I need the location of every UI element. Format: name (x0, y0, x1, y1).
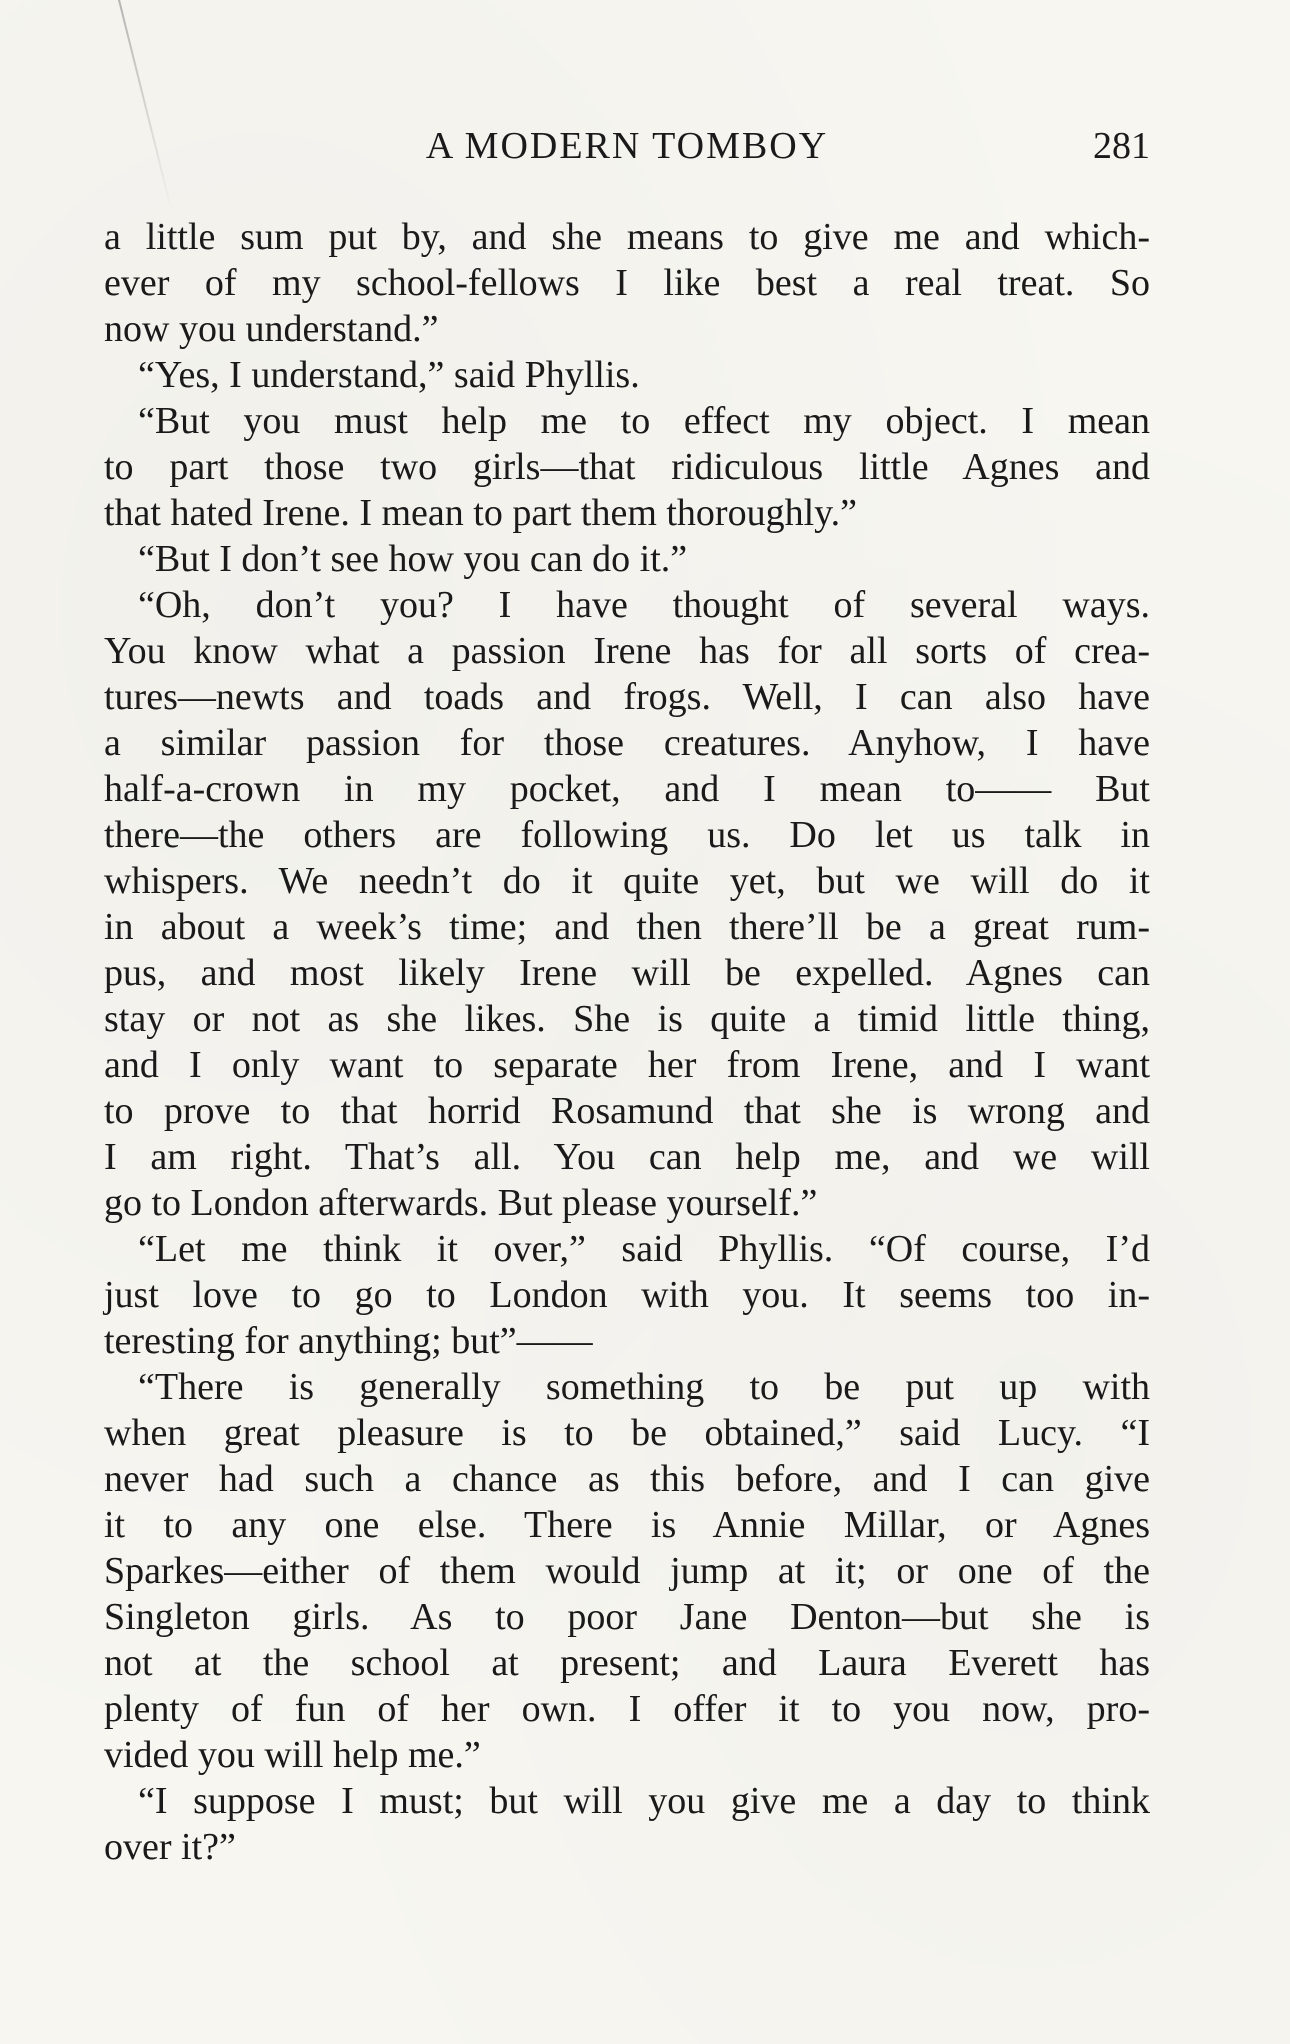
text-line: there—the others are following us. Do let us talk in (104, 814, 1150, 856)
text-line: Singleton girls. As to poor Jane Denton—but she is (104, 1596, 1150, 1638)
text-line: vided you will help me.” (104, 1734, 481, 1776)
text-line: a similar passion for those creatures. Anyhow, I have (104, 722, 1150, 764)
text-line: over it?” (104, 1826, 236, 1868)
running-title: A MODERN TOMBOY (425, 125, 829, 167)
text-line: “But I don’t see how you can do it.” (138, 538, 688, 580)
text-line: ever of my school-fellows I like best a real treat. So (104, 262, 1150, 304)
text-line: go to London afterwards. But please yourself.” (104, 1182, 818, 1224)
text-line: a little sum put by, and she means to give me and which- (104, 216, 1150, 258)
text-line: when great pleasure is to be obtained,” said Lucy. “I (104, 1412, 1150, 1454)
text-line: “There is generally something to be put up with (138, 1366, 1150, 1408)
text-line: just love to go to London with you. It seems too in- (104, 1274, 1150, 1316)
text-line: You know what a passion Irene has for all sorts of crea- (104, 630, 1150, 672)
text-line: plenty of fun of her own. I offer it to you now, pro- (104, 1688, 1150, 1730)
text-line: “I suppose I must; but will you give me a day to think (138, 1780, 1150, 1822)
text-line: it to any one else. There is Annie Millar, or Agnes (104, 1504, 1150, 1546)
text-line: “Yes, I understand,” said Phyllis. (138, 354, 640, 396)
text-line: never had such a chance as this before, and I can give (104, 1458, 1150, 1500)
text-line: pus, and most likely Irene will be expelled. Agnes can (104, 952, 1150, 994)
text-line: to part those two girls—that ridiculous little Agnes and (104, 446, 1150, 488)
text-line: to prove to that horrid Rosamund that she is wrong and (104, 1090, 1150, 1132)
text-line: whispers. We needn’t do it quite yet, but we will do it (104, 860, 1150, 902)
text-line: in about a week’s time; and then there’ll be a great rum- (104, 906, 1150, 948)
text-line: “Oh, don’t you? I have thought of several ways. (138, 584, 1150, 626)
page-number: 281 (1093, 125, 1150, 167)
scan-scratch-mark (118, 0, 173, 213)
page-header (104, 120, 1150, 172)
body-text (104, 214, 1150, 1870)
text-line: teresting for anything; but”—— (104, 1320, 593, 1362)
text-line: I am right. That’s all. You can help me, and we will (104, 1136, 1150, 1178)
text-line: stay or not as she likes. She is quite a timid little thing, (104, 998, 1150, 1040)
text-line: now you understand.” (104, 308, 439, 350)
text-line: half-a-crown in my pocket, and I mean to—— But (104, 768, 1150, 810)
text-line: “Let me think it over,” said Phyllis. “Of course, I’d (138, 1228, 1150, 1270)
text-line: that hated Irene. I mean to part them thoroughly.” (104, 492, 858, 534)
text-line: Sparkes—either of them would jump at it; or one of the (104, 1550, 1150, 1592)
text-line: not at the school at present; and Laura Everett has (104, 1642, 1150, 1684)
text-line: tures—newts and toads and frogs. Well, I can also have (104, 676, 1150, 718)
text-line: and I only want to separate her from Irene, and I want (104, 1044, 1150, 1086)
text-line: “But you must help me to effect my object. I mean (138, 400, 1150, 442)
